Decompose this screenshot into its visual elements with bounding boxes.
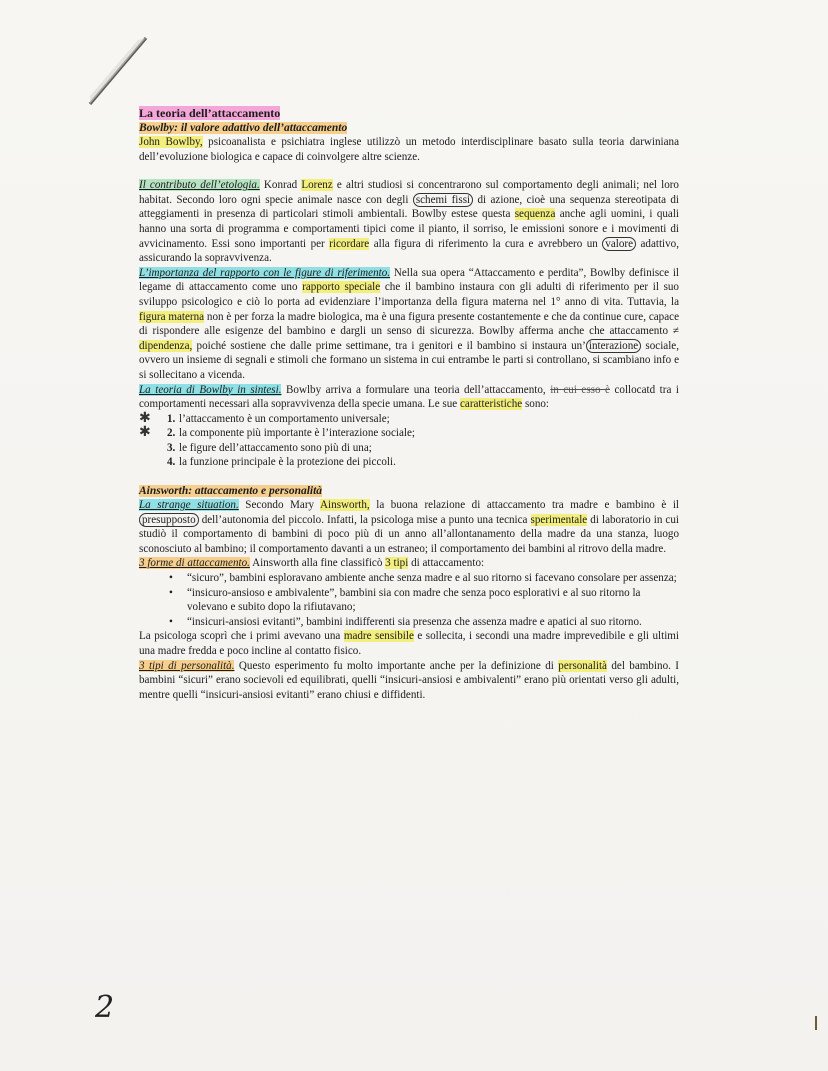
list-number: 4. (167, 456, 176, 469)
text-run: anche agli uomini, i quali hanno una sorta di programma e comportamenti tipici come il pianto, il sorriso, le emissioni sonore e i movimenti di avvicinamento. Essi sono importanti per (139, 208, 680, 250)
circled-presupposto: presupposto (139, 513, 199, 527)
title-highlight: La teoria dell’attaccamento (139, 106, 281, 120)
list-item: • “insicuri-ansiosi evitanti”, bambini indifferenti sia presenza che assenza madre e apatici al suo ritorno. (139, 615, 679, 630)
list-text: l’attaccamento è un comportamento universale; (179, 412, 390, 425)
highlight-rapporto-speciale: rapporto speciale (302, 281, 381, 294)
text-run: del bambino. I bambini “sicuri” erano socievoli ed equilibrati, quelli “insicuri-ansiosi e ambivalenti” erano più orientati verso gli adulti, mentre quelli “insicuri-ansiosi evitanti” erano chiusi e diffidenti. (139, 659, 679, 701)
edge-mark (815, 1016, 817, 1030)
attachment-types-list (139, 571, 679, 629)
highlight-dipendenza: dipendenza, (139, 339, 193, 352)
section-subtitle-ainsworth (139, 484, 679, 498)
section-subtitle-bowlby (139, 121, 679, 135)
heading-sintesi: La teoria di Bowlby in sintesi. (139, 383, 282, 396)
paragraph-forme (139, 556, 679, 571)
heading-importanza: L’importanza del rapporto con le figure di riferimento. (139, 266, 391, 279)
text-run: alla figura di riferimento la cura e avrebbero un (369, 237, 603, 250)
text-run: Secondo Mary (238, 499, 321, 512)
highlight-bowlby: John Bowlby, (139, 136, 203, 148)
text-run: Questo esperimento fu molto importante anche per la definizione di (234, 659, 559, 672)
text-run: Nella sua opera “Attaccamento e perdita”, Bowlby definisce il legame di attaccamento come uno (139, 266, 679, 294)
page-title (139, 106, 679, 121)
paragraph-intro (139, 135, 679, 164)
circled-schemi-fissi: schemi fissi (413, 193, 473, 207)
paragraph-sintesi (139, 383, 679, 412)
text-run: psicoanalista e psichiatra inglese utilizzò un metodo interdisciplinare basato sulla teoria darwiniana dell’evoluzione biologica e capace di coinvolgere altre scienze. (139, 136, 680, 163)
page-number: 2 (95, 990, 115, 1025)
list-number: 2. (167, 427, 176, 440)
highlight-sperimentale: sperimentale (530, 513, 588, 526)
text-run: sono: (522, 398, 550, 411)
text-run: Ainsworth alla fine classificò (249, 557, 386, 570)
list-number: 1. (167, 412, 176, 425)
circled-interazione: interazione (586, 339, 641, 353)
highlight-personalita: personalità (558, 659, 607, 672)
highlight-ricordare: ricordare (329, 237, 370, 250)
text-run: dell’autonomia del piccolo. Infatti, la psicologa mise a punto una tecnica (198, 513, 531, 526)
struck-text: in cui esso è (550, 383, 610, 396)
document-content (139, 106, 679, 702)
highlight-madre-sensibile: madre sensibile (343, 630, 414, 643)
list-item: • “insicuro-ansioso e ambivalente”, bambini sia con madre che senza poco esplorativi e al suo ritorno la volevano e subito dopo la rifiutavano; (139, 586, 679, 615)
text-run: sociale, ovvero un insieme di segnali e stimoli che formano un sistema in cui entrambe le parti si controllano, si scambiano info e si sollecitano a vicenda. (139, 339, 679, 381)
highlight-sequenza: sequenza (514, 208, 556, 221)
paragraph-importanza (139, 266, 679, 383)
highlight-figura-materna: figura materna (139, 310, 205, 323)
text-run: Bowlby arriva a formulare una teoria dell’attaccamento, (281, 383, 551, 396)
text-run: che il bambino instaura con gli adulti di riferimento per il suo sviluppo psicologico e ciò lo porta ad evidenziare l’importanza della figura materna nel 1° anno di vita. Tuttavia, la (139, 281, 679, 308)
spacer (139, 164, 679, 178)
characteristics-list (139, 412, 679, 470)
highlight-3-tipi: 3 tipi (385, 557, 409, 570)
text-run: la buona relazione di attaccamento tra madre e bambino è il (369, 499, 679, 512)
list-item (139, 426, 679, 441)
list-text: la funzione principale è la protezione dei piccoli. (179, 456, 396, 469)
circled-valore: valore (602, 237, 636, 251)
highlight-ainsworth: Ainsworth, (320, 499, 370, 512)
text-run: collocatd tra i comportamenti necessari alla sopravvivenza della specie umana. Le sue (139, 383, 679, 411)
paragraph-personalita (139, 659, 679, 703)
list-item: • “sicuro”, bambini esploravano ambiente anche senza madre e al suo ritorno si facevano consolare per assenza; (139, 571, 679, 586)
spacer (139, 470, 679, 484)
paragraph-psicologa (139, 629, 679, 658)
text-run: La psicologa scoprì che i primi avevano una (139, 630, 344, 643)
text-run: adattivo, assicurando la sopravvivenza. (139, 237, 679, 265)
heading-strange-situation: La strange situation. (139, 499, 239, 512)
subtitle-highlight: Ainsworth: attaccamento e personalità (139, 485, 323, 498)
list-text: le figure dell’attaccamento sono più di una; (179, 441, 372, 454)
list-item (139, 412, 679, 427)
text-run: Konrad (259, 179, 302, 192)
text-run: di laboratorio in cui studiò il comportamento di bambini di poco più di un anno all’allontanamento della madre da una stanza, luogo sconosciuto al bambino; il comportamento davanti a un estraneo; il comportamento dei bambini al ritrovo della madre. (139, 513, 679, 555)
heading-etologia: Il contributo dell’etologia. (139, 179, 260, 192)
text-run: non è per forza la madre biologica, ma è una figura presente costantemente e che da continue cure, capace di rispondere alle esigenze del bambino e dargli un senso di sicurezza. Bowlby afferma anche che attaccamento ≠ (139, 310, 679, 338)
paragraph-strange-situation (139, 498, 679, 556)
text-run: e sollecita, i secondi una madre imprevedibile e gli ultimi una madre fredda e poco incline al contatto fisico. (139, 630, 679, 657)
highlight-caratteristiche: caratteristiche (459, 398, 523, 411)
text-run: di attaccamento: (408, 557, 485, 570)
folded-corner-mark (88, 36, 148, 106)
list-text: la componente più importante è l’interazione sociale; (179, 427, 415, 440)
star-mark-icon: ✱ (139, 410, 151, 426)
list-item (139, 441, 679, 456)
heading-forme: 3 forme di attaccamento. (139, 557, 250, 570)
heading-personalita: 3 tipi di personalità. (139, 659, 235, 672)
highlight-lorenz: Lorenz (301, 179, 333, 192)
paragraph-etologia (139, 178, 679, 266)
list-item (139, 455, 679, 470)
star-mark-icon: ✱ (139, 425, 151, 441)
text-run: e altri studiosi si concentrarono sul comportamento degli animali; nel loro habitat. Secondo loro ogni specie animale nasce con degli (139, 179, 679, 206)
subtitle-highlight: Bowlby: il valore adattivo dell’attaccamento (139, 122, 348, 134)
text-run: di azione, cioè una sequenza stereotipata di atteggiamenti in presenza di particolari stimoli ambientali. Bowlby estese questa (139, 193, 679, 221)
text-run: poiché sostiene che dalle prime settimane, tra i genitori e il bambino si instaura un’ (192, 339, 586, 352)
list-number: 3. (167, 441, 176, 454)
